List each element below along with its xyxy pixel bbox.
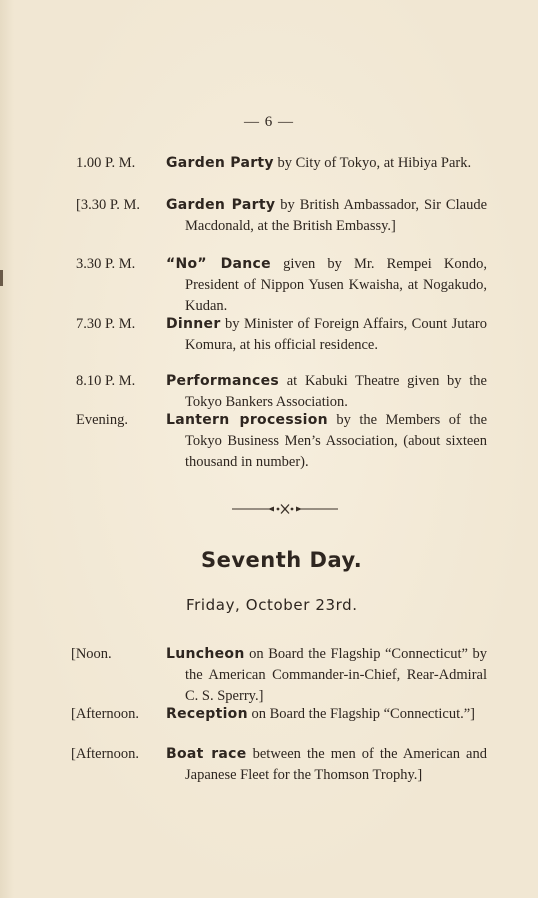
entry-lead: Garden Party xyxy=(166,197,276,213)
entry-lead: “No” Dance xyxy=(166,256,271,272)
entry-text: by Minister of Foreign Affairs, Count Jutaro Komura, at his official residence. xyxy=(185,316,488,353)
entry-lead: Reception xyxy=(166,706,248,722)
entry-time: [Noon. xyxy=(71,646,112,662)
entry-lead: Lantern procession xyxy=(166,412,328,428)
entry-lead: Luncheon xyxy=(166,646,245,662)
entry-description xyxy=(166,195,487,237)
entry-time: Evening. xyxy=(76,412,128,428)
entry-time: 7.30 P. M. xyxy=(76,316,136,332)
entry-time: 3.30 P. M. xyxy=(76,256,136,272)
entry-description xyxy=(166,644,487,707)
entry-text: at Kabuki Theatre given by the Tokyo Bankers Association. xyxy=(185,373,487,410)
entry-text: given by Mr. Rempei Kondo, President of Nippon Yusen Kwaisha, at Nogakudo, Kudan. xyxy=(185,256,487,314)
entry-description xyxy=(166,371,487,413)
entry-text: on Board the Flagship “Connecticut.”] xyxy=(251,706,475,722)
entry-lead: Dinner xyxy=(166,316,221,332)
entry-description xyxy=(166,410,487,473)
entry-lead: Boat race xyxy=(166,746,247,762)
ornament-divider xyxy=(232,503,338,515)
entry-text: by the Members of the Tokyo Business Men’s Association, (about sixteen thousand in number). xyxy=(185,412,488,470)
entry-lead: Performances xyxy=(166,373,280,389)
entry-description xyxy=(166,314,487,356)
page-number: — 6 — xyxy=(244,114,294,130)
entry-description xyxy=(166,254,487,317)
entry-description xyxy=(166,744,487,786)
date-line: Friday, October 23rd. xyxy=(186,596,358,614)
page-edge-mark xyxy=(0,270,3,286)
entry-time: 8.10 P. M. xyxy=(76,373,136,389)
entry-lead: Garden Party xyxy=(166,155,274,171)
entry-text: by British Ambassador, Sir Claude Macdonald, at the British Embassy.] xyxy=(185,197,488,234)
entry-text: by City of Tokyo, at Hibiya Park. xyxy=(277,155,472,171)
entry-time: 1.00 P. M. xyxy=(76,155,136,171)
day-heading: Seventh Day. xyxy=(201,548,363,572)
entry-description xyxy=(166,153,487,174)
entry-time: [3.30 P. M. xyxy=(76,197,141,213)
entry-text: on Board the Flagship “Connecticut” by the American Commander-in-Chief, Rear-Admiral C. S. Sperry.] xyxy=(185,646,487,704)
entry-text: between the men of the American and Japanese Fleet for the Thomson Trophy.] xyxy=(185,746,487,783)
entry-time: [Afternoon. xyxy=(71,706,140,722)
entry-time: [Afternoon. xyxy=(71,746,140,762)
entry-description xyxy=(166,704,487,725)
